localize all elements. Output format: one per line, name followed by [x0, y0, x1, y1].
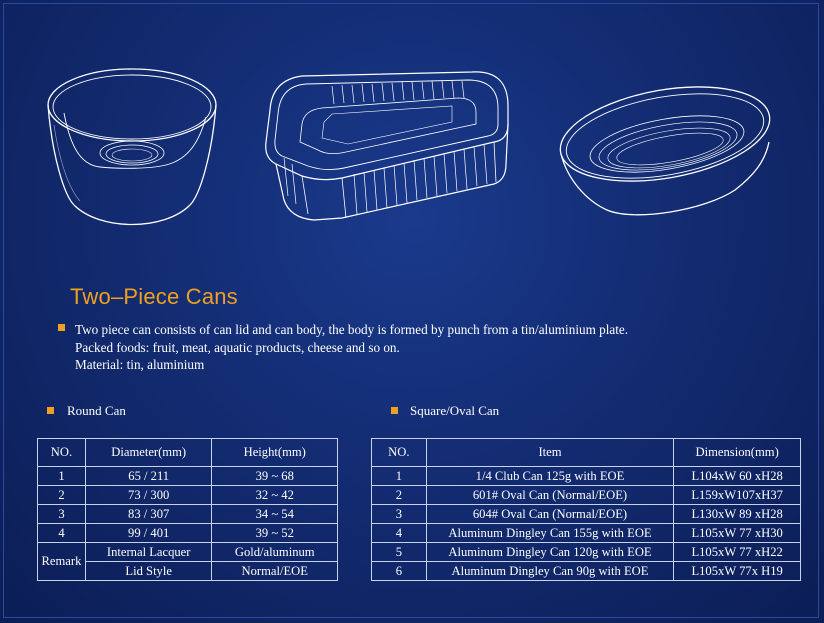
rectangular-can-illustration [262, 68, 512, 228]
round-can-label: Round Can [67, 403, 126, 418]
round-can-bullet-icon [47, 407, 54, 414]
table-cell: 83 / 307 [85, 505, 212, 524]
table-cell: 2 [372, 486, 427, 505]
round-can-table [37, 438, 338, 581]
remark-cell: Remark [38, 543, 86, 581]
table-cell: 73 / 300 [85, 486, 212, 505]
table-cell: 601# Oval Can (Normal/EOE) [426, 486, 674, 505]
table-cell: Normal/EOE [212, 562, 338, 581]
table-cell: Internal Lacquer [85, 543, 212, 562]
table-header-row [38, 439, 338, 467]
table-cell: 39 ~ 52 [212, 524, 338, 543]
table-header-cell: NO. [372, 439, 427, 467]
oval-can-illustration [555, 82, 775, 222]
square-oval-can-label: Square/Oval Can [410, 403, 500, 418]
table-row [372, 505, 801, 524]
table-cell: 2 [38, 486, 86, 505]
table-cell: L105xW 77x H19 [674, 562, 801, 581]
table-cell: 4 [372, 524, 427, 543]
square-oval-can-bullet-icon [391, 407, 398, 414]
table-cell: 3 [372, 505, 427, 524]
table-cell: Aluminum Dingley Can 90g with EOE [426, 562, 674, 581]
table-header-cell: Dimension(mm) [674, 439, 801, 467]
table-cell: 3 [38, 505, 86, 524]
table-cell: 65 / 211 [85, 467, 212, 486]
table-cell: 604# Oval Can (Normal/EOE) [426, 505, 674, 524]
description-line: Material: tin, aluminium [75, 357, 205, 372]
table-header-cell: Diameter(mm) [85, 439, 212, 467]
description-line: Packed foods: fruit, meat, aquatic products, cheese and so on. [75, 339, 400, 355]
table-cell: L104xW 60 xH28 [674, 467, 801, 486]
table-cell: L105xW 77 xH30 [674, 524, 801, 543]
table-row [372, 486, 801, 505]
table-header-cell: Item [426, 439, 674, 467]
table-cell: L130xW 89 xH28 [674, 505, 801, 524]
table-row [38, 486, 338, 505]
table-cell: 1/4 Club Can 125g with EOE [426, 467, 674, 486]
table-row [372, 524, 801, 543]
table-row [38, 467, 338, 486]
table-header-row [372, 439, 801, 467]
square-oval-can-table [371, 438, 801, 581]
table-row [38, 505, 338, 524]
table-cell: 99 / 401 [85, 524, 212, 543]
table-cell: Gold/aluminum [212, 543, 338, 562]
table-cell: Lid Style [85, 562, 212, 581]
table-cell: 6 [372, 562, 427, 581]
table-row [372, 467, 801, 486]
table-cell: 5 [372, 543, 427, 562]
table-row [372, 543, 801, 562]
table-row [38, 543, 338, 562]
table-cell: 32 ~ 42 [212, 486, 338, 505]
table-cell: L105xW 77 xH22 [674, 543, 801, 562]
table-cell: L159xW107xH37 [674, 486, 801, 505]
table-cell: Aluminum Dingley Can 120g with EOE [426, 543, 674, 562]
table-cell: 1 [38, 467, 86, 486]
page-title: Two–Piece Cans [70, 284, 238, 309]
table-cell: 4 [38, 524, 86, 543]
description-bullet-icon [58, 324, 65, 331]
round-can-illustration [40, 55, 225, 235]
table-cell: 1 [372, 467, 427, 486]
table-cell: Aluminum Dingley Can 155g with EOE [426, 524, 674, 543]
table-cell: 39 ~ 68 [212, 467, 338, 486]
table-row [372, 562, 801, 581]
description-line: Two piece can consists of can lid and can body, the body is formed by punch from a tin/aluminium plate. [75, 322, 629, 337]
table-header-cell: NO. [38, 439, 86, 467]
table-header-cell: Height(mm) [212, 439, 338, 467]
description [75, 321, 628, 374]
table-cell: 34 ~ 54 [212, 505, 338, 524]
table-row [38, 524, 338, 543]
